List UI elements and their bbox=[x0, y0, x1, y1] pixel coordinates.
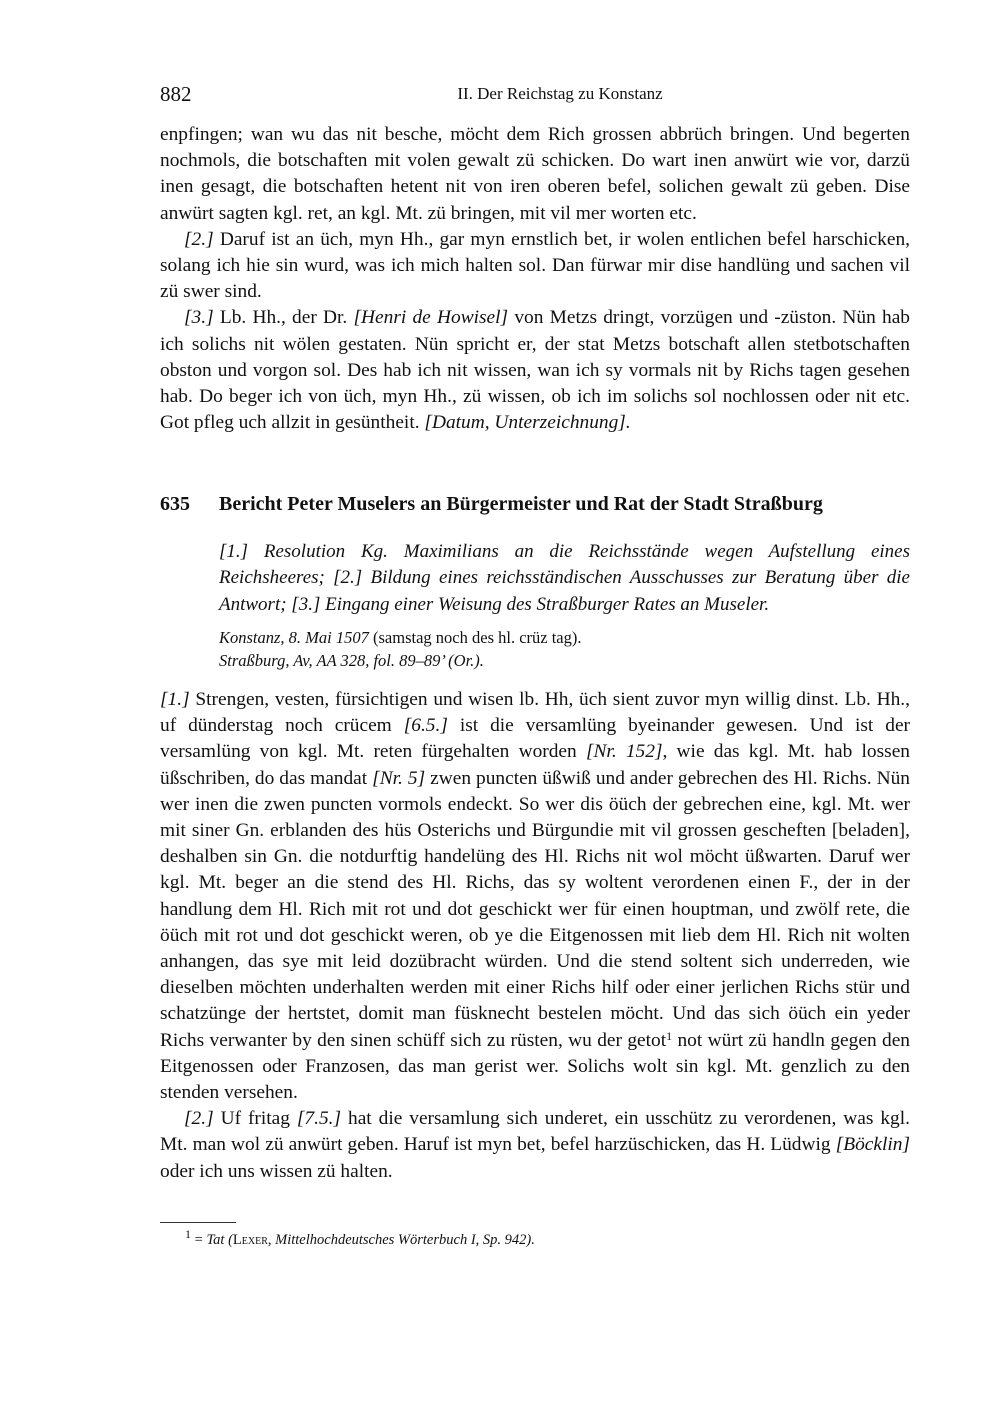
date-line bbox=[219, 627, 910, 650]
editorial-note: [Henri de Howisel] bbox=[353, 307, 509, 329]
paragraph bbox=[160, 687, 910, 1106]
editorial-note: [6.5.] bbox=[403, 715, 448, 737]
footnote bbox=[185, 1227, 535, 1250]
document-text bbox=[160, 687, 910, 1185]
paragraph-text: not würt zü handln gegen den Eitgenossen oder Franzosen, das man gerist wer. Solichs wolt sin kgl. Mt. genzlich zu den stenden versehen. bbox=[160, 1029, 911, 1104]
date-place: Konstanz, 8. Mai 1507 bbox=[219, 628, 369, 647]
footnote-text: Tat ( bbox=[206, 1232, 233, 1248]
paragraph-text: von Metzs dringt, vorzügen und -züston. Nün hab ich solichs nit wölen gestaten. Nün spricht er, der stat Metzs botschaft allen stetbotschaften obston und vorgon sol. Des hab ich nit wissen, wan ich sy vormals nit by Richs tagen gesehen hab. Do beger ich von üch, myn Hh., zü wissen, ob ich im solichs sol nochlossen oder nit etc. Got pfleg uch allzit in gesüntheit. bbox=[160, 307, 910, 434]
editorial-note: [Datum, Unterzeichnung]. bbox=[424, 412, 631, 434]
section-number: [2.] bbox=[184, 1108, 214, 1130]
editorial-note: [Nr. 5] bbox=[372, 767, 426, 789]
footnote-author: Lexer bbox=[232, 1232, 268, 1248]
footnote-marker: 1 bbox=[666, 1028, 673, 1043]
footnote-rule bbox=[160, 1222, 236, 1223]
paragraph: enpfingen; wan wu das nit besche, möcht dem Rich grossen abbrüch bringen. Und begerten nochmols, die botschaften mit volen gewalt zü schicken. Do wart inen anwürt wie vor, darzü inen gesagt, die botschaften hetent nit von iren oberen befel, solichen gewalt zü geben. Dise anwürt sagten kgl. ret, an kgl. Mt. zü bringen, mit vil mer worten etc. bbox=[160, 124, 910, 224]
document-heading bbox=[160, 493, 920, 516]
section-number: [2.] bbox=[184, 228, 214, 250]
paragraph bbox=[160, 305, 910, 436]
regest: [1.] Resolution Kg. Maximilians an die Reichsstände wegen Aufstellung eines Reichsheeres; [2.] Bildung eines reichsständischen Ausschusses zur Beratung über die Antwort; [3.] Eingang einer Weisung des Straßburger Rates an Museler. bbox=[219, 541, 910, 615]
paragraph-text: zwen puncten üßwiß und ander gebrechen des Hl. Richs. Nün wer inen die zwen puncten vormols endeckt. So wer dis öüch der gebrechen eine, kgl. Mt. wer mit siner Gn. erblanden des hüs Osterichs und Bürgundie mit vil grossen gescheften [beladen], deshalben sin Gn. die notdurftig handelüng des Hl. Richs nit wol möcht üßwarten. Daruf wer kgl. Mt. beger an die stend des Hl. Richs, das sy woltent verordenen einen F., der in der handlung dem Hl. Rich mit rot und dot geschickt wer für einen houptman, und zwölf rete, die öüch mit rot und dot geschickt weren, ob ye die Eitgenossen mit lieb dem Hl. Rich nit wolten anhangen, das sye mit leid dozübracht würden. Und die stend soltent sich underreden, wie dieselben möchten underhalten werden mit einer Richs hilf oder einer jerlichen Richs stür und schatzünge der hertstet, domit man füsknecht bestelen möcht. Und das sich öüch ein yeder Richs verwanter by den sinen schüff sich zu rüsten, wu der getot bbox=[160, 767, 911, 1051]
text-block-continued bbox=[160, 122, 910, 436]
paragraph-text: , wie das kgl. Mt. hab lossen üßschriben, do das mandat bbox=[160, 741, 910, 789]
document-metadata bbox=[219, 627, 910, 672]
page-number: 882 bbox=[160, 82, 192, 106]
editorial-note: [7.5.] bbox=[296, 1108, 342, 1130]
paragraph-text: Daruf ist an üch, myn Hh., gar myn ernstlich bet, ir wolen entlichen befel harschicken, solang ich hie sin wurd, was ich mich halten sol. Dan fürwar mir dise handlüng und sachen vil zü swer sind. bbox=[160, 228, 910, 303]
section-number: [1.] bbox=[160, 689, 190, 710]
document-number: 635 bbox=[160, 493, 190, 515]
paragraph-text: oder ich uns wissen zü halten. bbox=[160, 1160, 393, 1182]
editorial-note: [Nr. 152] bbox=[585, 741, 663, 763]
section-number: [3.] bbox=[184, 307, 214, 329]
paragraph-text: Uf fritag bbox=[213, 1108, 297, 1130]
footnote-text: , Mittelhochdeutsches Wörterbuch I, Sp. 942). bbox=[267, 1232, 535, 1248]
paragraph-text: Lb. Hh., der Dr. bbox=[213, 307, 354, 329]
footnote-number: 1 bbox=[185, 1227, 191, 1241]
running-head: II. Der Reichstag zu Konstanz bbox=[457, 84, 663, 103]
archive-reference: Straßburg, Av, AA 328, fol. 89–89’ (Or.). bbox=[219, 650, 484, 670]
document-title: Bericht Peter Muselers an Bürgermeister und Rat der Stadt Straßburg bbox=[219, 493, 823, 515]
footnote-text: = bbox=[191, 1232, 207, 1248]
paragraph-text: Strengen, vesten, fürsichtigen und wisen lb. Hh, üch sient zuvor myn willig dinst. Lb. Hh., uf dünderstag noch crücem bbox=[160, 689, 910, 737]
paragraph-text: hat die versamlung sich underet, ein usschütz zu verordenen, was kgl. Mt. man wol zü anwürt geben. Haruf ist myn bet, befel harzüschicken, das H. Lüdwig bbox=[160, 1108, 910, 1156]
editorial-note: [Böcklin] bbox=[835, 1134, 910, 1156]
paragraph-text: ist die versamlüng byeinander gewesen. Und ist der versamlüng von kgl. Mt. reten fürgehalten worden bbox=[160, 715, 911, 763]
paragraph bbox=[160, 1106, 910, 1185]
date-original: (samstag noch des hl. crüz tag). bbox=[368, 628, 582, 647]
paragraph bbox=[160, 227, 910, 306]
